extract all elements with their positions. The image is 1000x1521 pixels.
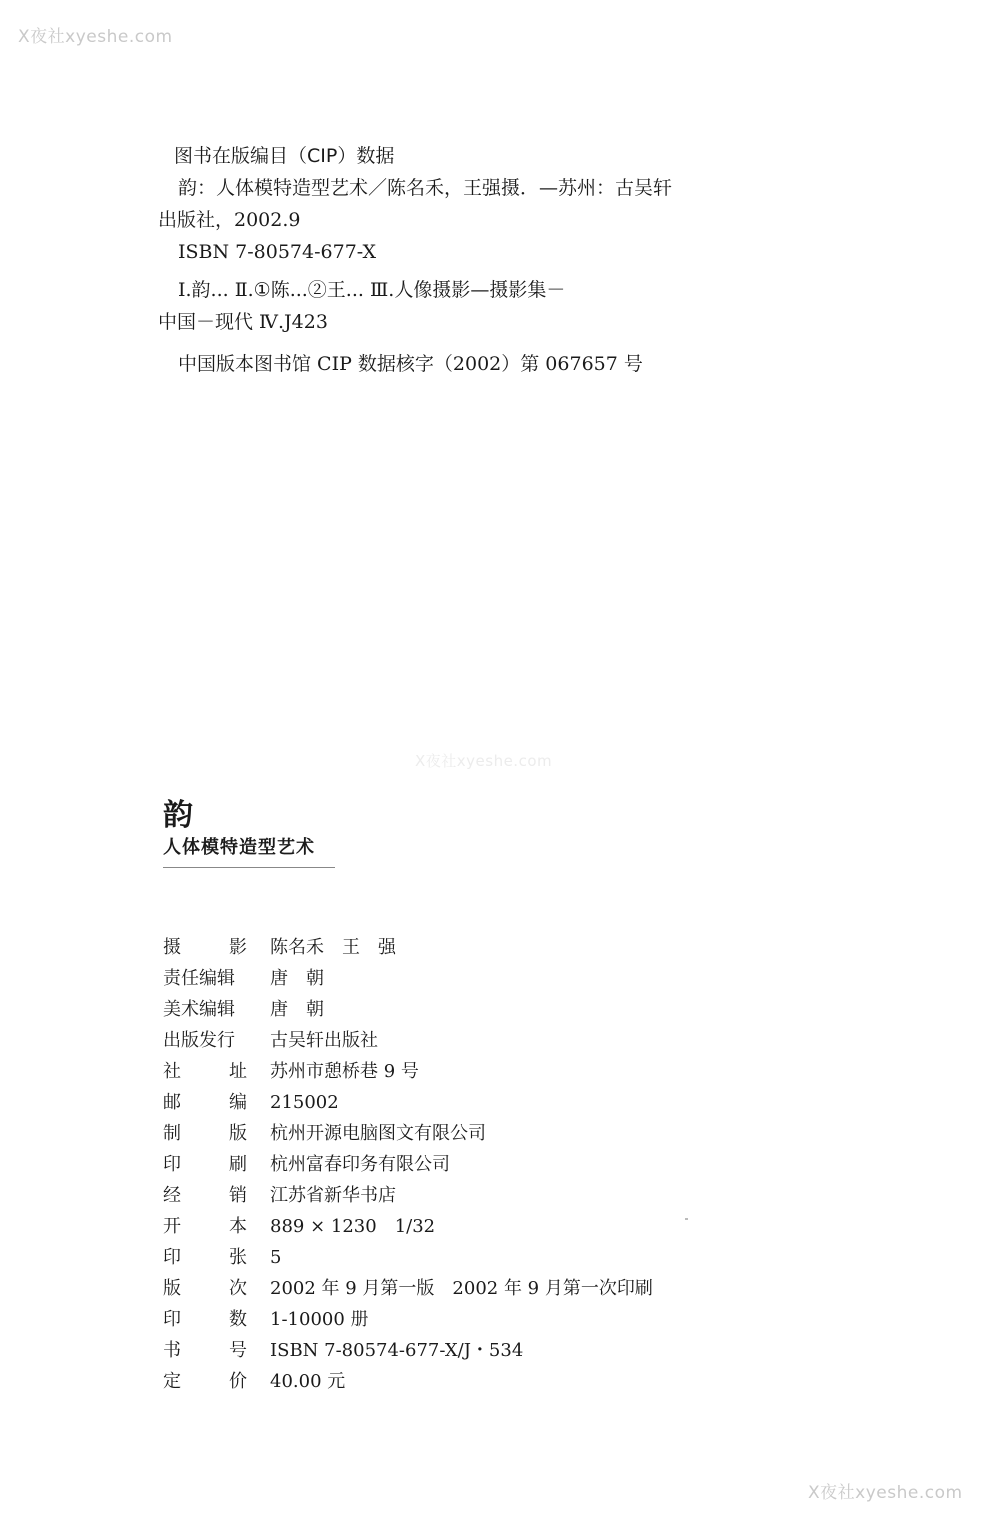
cip-line-2: 出版社，2002.9	[158, 209, 301, 231]
credit-label	[163, 1335, 247, 1366]
credit-label-text: 出版发行	[163, 1030, 235, 1051]
credit-label	[163, 1304, 247, 1335]
credit-row	[163, 963, 653, 994]
credit-row	[163, 1335, 653, 1366]
credit-label-char: 刷	[229, 1154, 247, 1175]
credit-label-char: 号	[229, 1340, 247, 1361]
credit-value: 苏州市憩桥巷 9 号	[270, 1061, 419, 1082]
credit-label	[163, 1273, 247, 1304]
credit-row	[163, 1087, 653, 1118]
credit-label	[163, 1118, 247, 1149]
credit-row	[163, 1056, 653, 1087]
credit-label-char: 书	[163, 1340, 181, 1361]
credit-value: 215002	[270, 1092, 339, 1113]
credit-label	[163, 1242, 247, 1273]
credits-table	[163, 932, 653, 1397]
credit-label-char: 制	[163, 1123, 181, 1144]
watermark-bottom-right: X夜社xyeshe.com	[808, 1483, 963, 1503]
credit-row	[163, 1025, 653, 1056]
cip-line-classification: Ⅰ.韵... Ⅱ.①陈...②王... Ⅲ.人像摄影—摄影集－	[178, 279, 566, 301]
credit-label-char: 址	[229, 1061, 247, 1082]
credit-label-text: 美术编辑	[163, 999, 235, 1020]
credit-label-char: 次	[229, 1278, 247, 1299]
credit-label-text: 责任编辑	[163, 968, 235, 989]
credit-label-char: 本	[229, 1216, 247, 1237]
credit-label-char: 社	[163, 1061, 181, 1082]
credit-label	[163, 1211, 247, 1242]
credit-label-char: 张	[229, 1247, 247, 1268]
credit-label	[163, 994, 247, 1025]
credit-row	[163, 994, 653, 1025]
credit-row	[163, 1149, 653, 1180]
credit-label	[163, 1180, 247, 1211]
book-subtitle: 人体模特造型艺术	[163, 833, 335, 868]
credit-value: 唐 朝	[270, 968, 324, 989]
credit-label-char: 摄	[163, 937, 181, 958]
credit-label	[163, 932, 247, 963]
credit-label-char: 价	[229, 1371, 247, 1392]
credit-value: 古吴轩出版社	[270, 1030, 378, 1051]
credit-value: 40.00 元	[270, 1371, 346, 1392]
credit-value: 杭州富春印务有限公司	[270, 1154, 450, 1175]
credit-row	[163, 1366, 653, 1397]
credit-value: ISBN 7-80574-677-X/J・534	[270, 1340, 524, 1361]
watermark-center: X夜社xyeshe.com	[415, 752, 553, 770]
credit-label-char: 数	[229, 1309, 247, 1330]
credit-row	[163, 1273, 653, 1304]
credit-label-char: 版	[229, 1123, 247, 1144]
credit-label-char: 印	[163, 1247, 181, 1268]
credit-value: 唐 朝	[270, 999, 324, 1020]
credit-row	[163, 1180, 653, 1211]
credit-row	[163, 1118, 653, 1149]
credit-label-char: 经	[163, 1185, 181, 1206]
credit-label-char: 印	[163, 1309, 181, 1330]
credit-label-char: 版	[163, 1278, 181, 1299]
credit-value: 5	[270, 1247, 282, 1268]
watermark-top-left: X夜社xyeshe.com	[18, 27, 173, 47]
credit-label	[163, 1025, 247, 1056]
credit-label	[163, 1149, 247, 1180]
cip-block	[158, 140, 718, 380]
credit-label	[163, 1366, 247, 1397]
credit-row	[163, 1211, 653, 1242]
credit-value: 889 × 1230 1/32	[270, 1216, 436, 1237]
cip-line-isbn: ISBN 7-80574-677-X	[178, 241, 377, 263]
cip-line-1: 韵：人体模特造型艺术／陈名禾，王强摄．—苏州：古吴轩	[178, 177, 673, 199]
credit-value: 江苏省新华书店	[270, 1185, 396, 1206]
cip-line-record-number: 中国版本图书馆 CIP 数据核字（2002）第 067657 号	[178, 353, 643, 375]
credit-label-char: 印	[163, 1154, 181, 1175]
credit-label-char: 销	[229, 1185, 247, 1206]
speck	[685, 1218, 688, 1220]
cip-title: 图书在版编目（CIP）数据	[174, 145, 395, 167]
credit-value: 2002 年 9 月第一版 2002 年 9 月第一次印刷	[270, 1278, 653, 1299]
credit-row	[163, 1304, 653, 1335]
credit-value: 1-10000 册	[270, 1309, 369, 1330]
credit-label-char: 影	[229, 937, 247, 958]
book-title: 韵	[163, 798, 193, 833]
credit-value: 陈名禾 王 强	[270, 937, 396, 958]
credit-row	[163, 1242, 653, 1273]
credit-label-char: 编	[229, 1092, 247, 1113]
credit-label-char: 开	[163, 1216, 181, 1237]
credit-label-char: 定	[163, 1371, 181, 1392]
credit-label	[163, 1056, 247, 1087]
credit-value: 杭州开源电脑图文有限公司	[270, 1123, 486, 1144]
credit-label-char: 邮	[163, 1092, 181, 1113]
credit-label	[163, 1087, 247, 1118]
cip-line-classification-cont: 中国－现代 Ⅳ.J423	[158, 311, 328, 333]
credit-row	[163, 932, 653, 963]
credit-label	[163, 963, 247, 994]
